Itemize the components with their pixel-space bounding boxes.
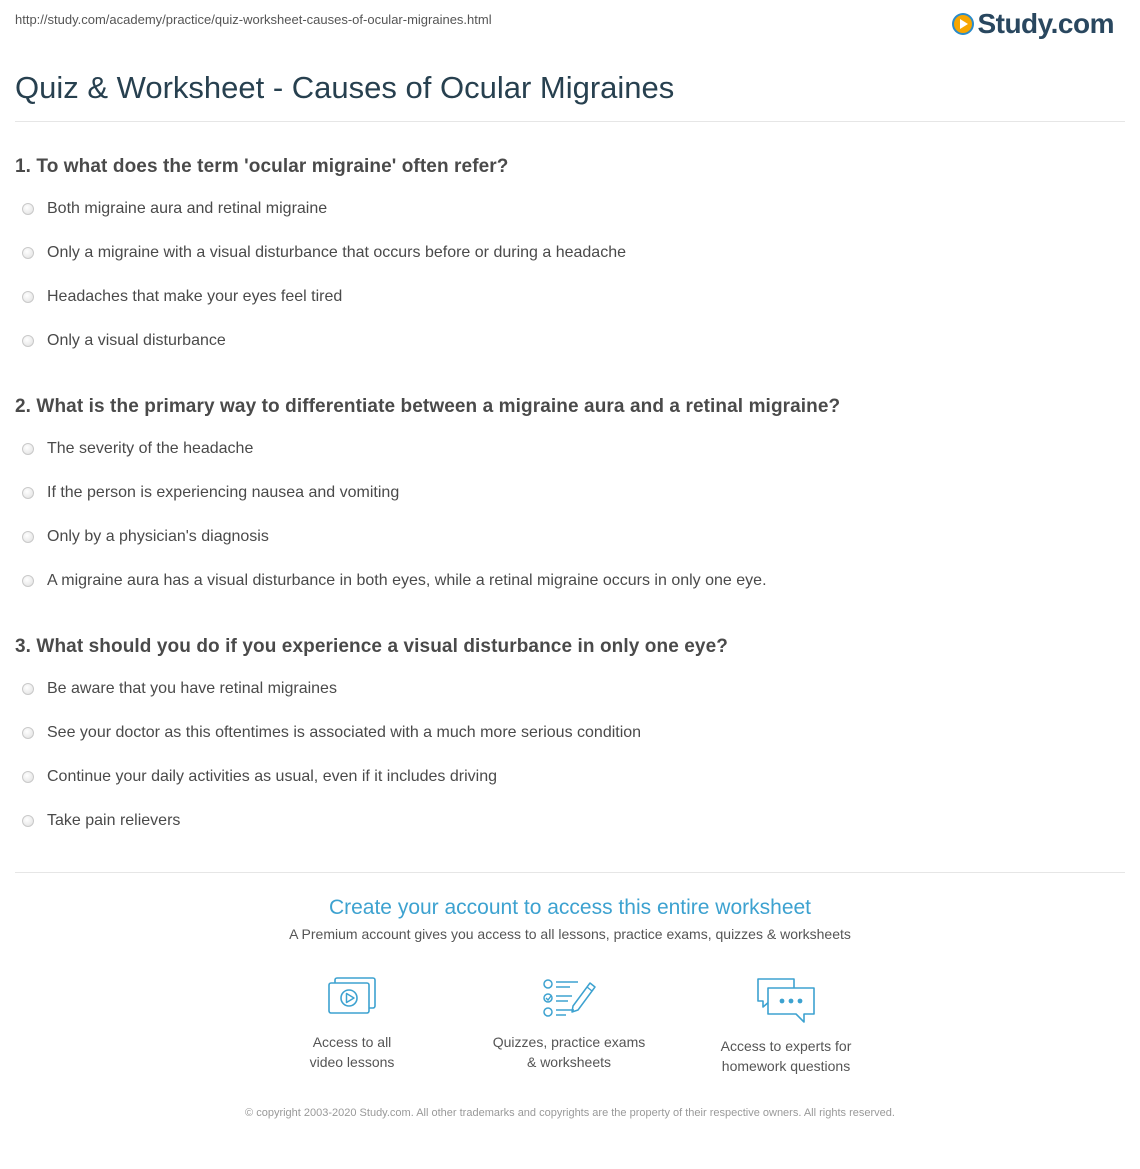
option-label: See your doctor as this oftentimes is associated with a much more serious condition bbox=[47, 724, 642, 741]
radio-button[interactable] bbox=[22, 727, 34, 739]
question-3-option-3[interactable] bbox=[22, 768, 497, 786]
radio-button[interactable] bbox=[22, 683, 34, 695]
study-com-logo[interactable] bbox=[952, 8, 1114, 40]
option-label: If the person is experiencing nausea and vomiting bbox=[47, 484, 400, 501]
question-1-option-4[interactable] bbox=[22, 332, 226, 350]
feature-experts bbox=[686, 976, 886, 1076]
question-3-option-4[interactable] bbox=[22, 812, 180, 830]
radio-button[interactable] bbox=[22, 815, 34, 827]
option-label: The severity of the headache bbox=[47, 440, 254, 457]
feature-video-lessons bbox=[252, 976, 452, 1072]
question-2-option-3[interactable] bbox=[22, 528, 269, 546]
chat-bubbles-icon bbox=[754, 976, 818, 1026]
radio-button[interactable] bbox=[22, 575, 34, 587]
radio-button[interactable] bbox=[22, 487, 34, 499]
feature-label: Access to all video lessons bbox=[309, 1034, 395, 1070]
feature-quizzes bbox=[469, 976, 669, 1072]
study-com-logo-icon bbox=[952, 13, 974, 35]
question-2: 2. What is the primary way to differentiate between a migraine aura and a retinal migraine? bbox=[15, 396, 841, 417]
radio-button[interactable] bbox=[22, 771, 34, 783]
create-account-link[interactable]: Create your account to access this entire worksheet bbox=[328, 896, 812, 919]
quiz-checklist-icon bbox=[540, 976, 598, 1022]
radio-button[interactable] bbox=[22, 247, 34, 259]
page-title: Quiz & Worksheet - Causes of Ocular Migraines bbox=[15, 70, 675, 105]
radio-button[interactable] bbox=[22, 443, 34, 455]
radio-button[interactable] bbox=[22, 335, 34, 347]
cta-subtitle: A Premium account gives you access to all lessons, practice exams, quizzes & worksheets bbox=[289, 926, 851, 942]
option-label: Take pain relievers bbox=[47, 812, 181, 829]
option-label: Both migraine aura and retinal migraine bbox=[47, 200, 328, 217]
question-1-option-3[interactable] bbox=[22, 288, 342, 306]
option-label: Only a visual disturbance bbox=[47, 332, 226, 349]
page-url: http://study.com/academy/practice/quiz-worksheet-causes-of-ocular-migraines.html bbox=[15, 12, 492, 27]
logo-text: Study.com bbox=[977, 8, 1114, 39]
question-3-option-1[interactable] bbox=[22, 680, 337, 698]
radio-button[interactable] bbox=[22, 203, 34, 215]
feature-label: Quizzes, practice exams & worksheets bbox=[492, 1034, 646, 1070]
option-label: Continue your daily activities as usual, even if it includes driving bbox=[47, 768, 498, 785]
option-label: Only a migraine with a visual disturbance that occurs before or during a headache bbox=[47, 244, 626, 261]
copyright-footer: © copyright 2003-2020 Study.com. All other trademarks and copyrights are the property of their respective owners. All rights reserved. bbox=[245, 1107, 895, 1119]
question-3-option-2[interactable] bbox=[22, 724, 641, 742]
video-lessons-icon bbox=[326, 976, 378, 1022]
option-label: Only by a physician's diagnosis bbox=[47, 528, 269, 545]
question-2-option-1[interactable] bbox=[22, 440, 253, 458]
title-divider bbox=[15, 121, 1125, 122]
question-1-option-2[interactable] bbox=[22, 244, 626, 262]
question-3: 3. What should you do if you experience a visual disturbance in only one eye? bbox=[15, 636, 728, 657]
radio-button[interactable] bbox=[22, 291, 34, 303]
feature-label: Access to experts for homework questions bbox=[720, 1038, 852, 1074]
option-label: Be aware that you have retinal migraines bbox=[47, 680, 337, 697]
question-1-option-1[interactable] bbox=[22, 200, 327, 218]
radio-button[interactable] bbox=[22, 531, 34, 543]
question-2-option-2[interactable] bbox=[22, 484, 399, 502]
question-1: 1. To what does the term 'ocular migraine' often refer? bbox=[15, 156, 509, 177]
option-label: A migraine aura has a visual disturbance in both eyes, while a retinal migraine occurs in only one eye. bbox=[47, 572, 767, 589]
option-label: Headaches that make your eyes feel tired bbox=[47, 288, 343, 305]
cta-divider bbox=[15, 872, 1125, 873]
top-bar bbox=[0, 0, 1140, 44]
question-2-option-4[interactable] bbox=[22, 572, 767, 590]
